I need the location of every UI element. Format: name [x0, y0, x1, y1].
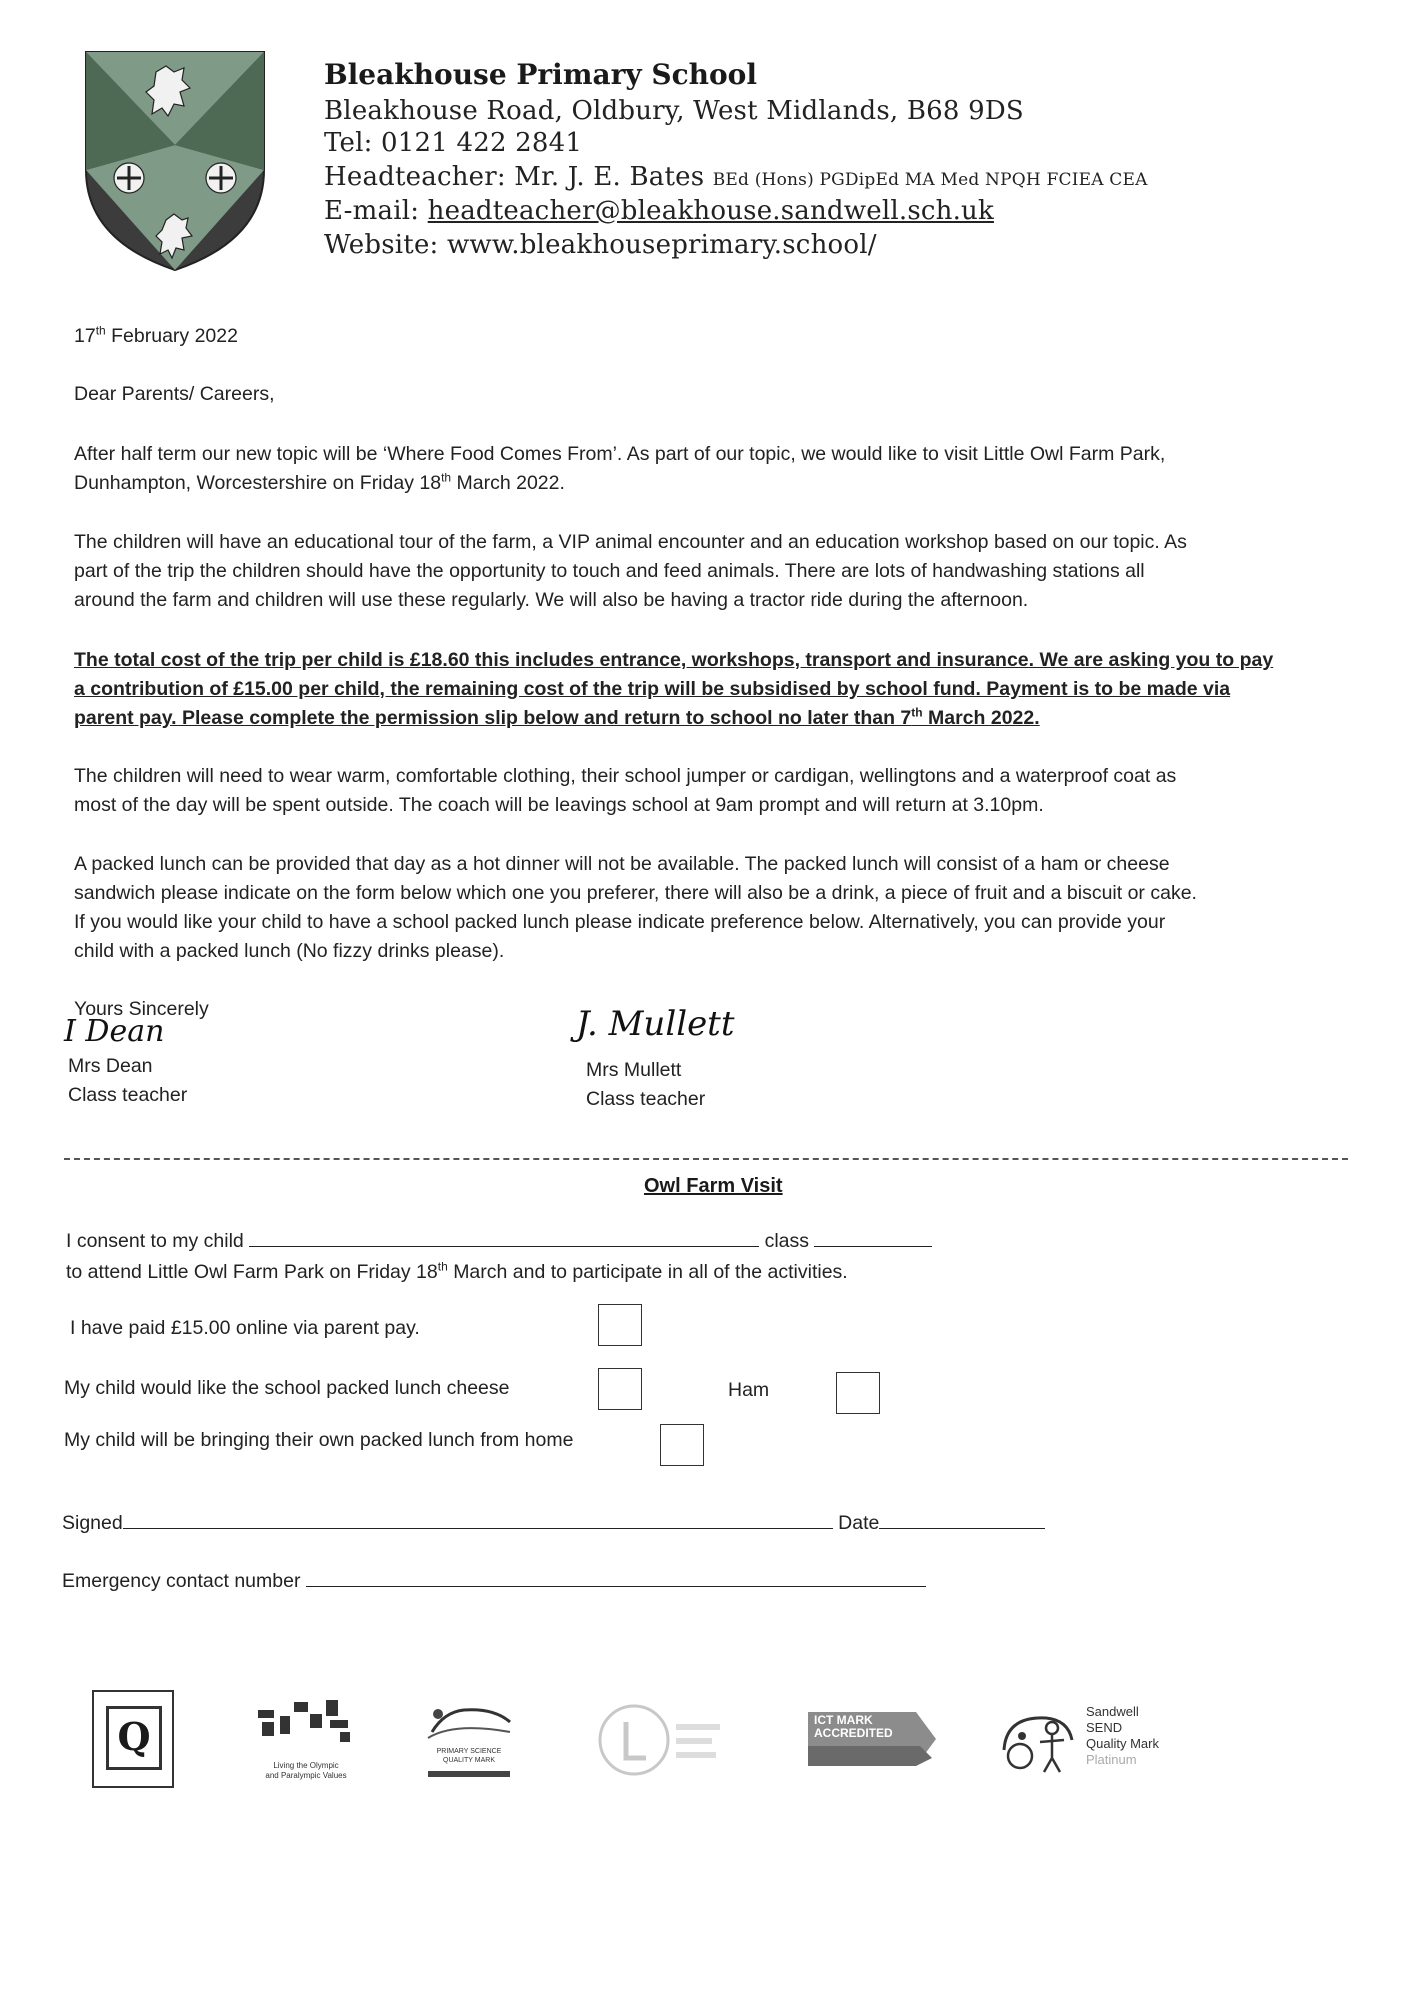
- sup: th: [911, 705, 923, 720]
- tear-off-line: [64, 1158, 1348, 1160]
- faded-award-logo: [596, 1700, 726, 1780]
- class-label: class: [764, 1230, 810, 1252]
- headteacher-line: [324, 162, 1148, 192]
- paragraph-line: The children will have an educational tour of the farm, a VIP animal encounter and an education workshop based on our topic. As: [74, 531, 1187, 553]
- paragraph-line: The total cost of the trip per child is £18.60 this includes entrance, workshops, transport and insurance. We are asking you to pay: [74, 649, 1274, 671]
- website-label: Website:: [324, 230, 439, 260]
- paragraph-line: A packed lunch can be provided that day as a hot dinner will not be available. The packed lunch will consist of a ham or cheese: [74, 853, 1170, 875]
- closing: Yours Sincerely: [74, 998, 209, 1020]
- send-line-1: Sandwell: [1086, 1704, 1139, 1719]
- paragraph-line: If you would like your child to have a school packed lunch please indicate preference below. Alternatively, you can provide your: [74, 911, 1166, 933]
- website-link[interactable]: www.bleakhouseprimary.school/: [446, 230, 877, 260]
- paragraph-line: sandwich please indicate on the form below which one you preferer, there will also be a drink, a piece of fruit and a biscuit or cake.: [74, 882, 1197, 904]
- send-line-4: Platinum: [1086, 1752, 1137, 1767]
- own-lunch-label: My child will be bringing their own packed lunch from home: [64, 1429, 574, 1451]
- signed-line: [62, 1508, 1352, 1538]
- date-suffix: th: [95, 323, 106, 338]
- signed-label: Signed: [62, 1512, 123, 1534]
- consent-label: I consent to my child: [66, 1230, 244, 1252]
- text-run: Dunhampton, Worcestershire on Friday 18: [74, 472, 442, 494]
- text-run: March 2022.: [928, 707, 1040, 729]
- headteacher-qualifications: BEd (Hons) PGDipEd MA Med NPQH FCIEA CEA: [712, 170, 1148, 190]
- signatory-2-role: Class teacher: [586, 1088, 706, 1110]
- headteacher-name: Headteacher: Mr. J. E. Bates: [324, 162, 705, 192]
- science-mark-icon: [424, 1702, 514, 1742]
- consent-line: [66, 1226, 1356, 1256]
- send-line-3: Quality Mark: [1086, 1736, 1159, 1751]
- date-day: 17: [74, 325, 96, 347]
- consent-line-2: [66, 1258, 1356, 1287]
- date-month-year: February 2022: [111, 325, 238, 347]
- slip-title: Owl Farm Visit: [644, 1175, 783, 1197]
- emergency-line: [62, 1566, 1352, 1596]
- paragraph-line: The children will need to wear warm, comfortable clothing, their school jumper or cardigan, wellingtons and a waterproof coat as: [74, 765, 1177, 787]
- cheese-checkbox[interactable]: [598, 1368, 642, 1410]
- signatory-1-role: Class teacher: [68, 1084, 188, 1106]
- paragraph-line: [74, 469, 1364, 498]
- date-field[interactable]: [879, 1508, 1045, 1529]
- science-mark-bar: [428, 1771, 510, 1777]
- own-lunch-checkbox[interactable]: [660, 1424, 704, 1466]
- school-name: Bleakhouse Primary School: [324, 58, 757, 91]
- science-caption: PRIMARY SCIENCE QUALITY MARK: [436, 1748, 502, 1764]
- paragraph-activities: [74, 528, 1364, 615]
- email-line: [324, 196, 994, 226]
- paragraph-line: a contribution of £15.00 per child, the remaining cost of the trip will be subsidised by school fund. Payment is to be made via: [74, 678, 1231, 700]
- letter-date: [74, 322, 1364, 351]
- paragraph-cost: [74, 646, 1364, 733]
- signature-mullett: J. Mullett: [576, 1004, 735, 1044]
- paragraph-line: After half term our new topic will be ‘Where Food Comes From’. As part of our topic, we would like to visit Little Owl Farm Park,: [74, 443, 1166, 465]
- email-label: E-mail:: [324, 196, 420, 226]
- emergency-label: Emergency contact number: [62, 1570, 301, 1592]
- signature-dean: I Dean: [64, 1014, 165, 1049]
- science-quality-mark-logo: [424, 1702, 514, 1782]
- lunch-cheese-label: My child would like the school packed lunch cheese: [64, 1377, 510, 1399]
- text-run: March 2022.: [456, 472, 565, 494]
- paragraph-line: [74, 704, 1364, 733]
- olympic-caption-1: Living the Olympic: [273, 1761, 339, 1770]
- email-link[interactable]: headteacher@bleakhouse.sandwell.sch.uk: [427, 196, 994, 226]
- paragraph-line: around the farm and children will use these regularly. We will also be having a tractor ride during the afternoon.: [74, 589, 1029, 611]
- send-line-2: SEND: [1086, 1720, 1123, 1735]
- text-run: to attend Little Owl Farm Park on Friday 18: [66, 1261, 438, 1283]
- ict-line-1: ICT MARK: [814, 1713, 873, 1727]
- school-telephone: Tel: 0121 422 2841: [324, 128, 583, 158]
- quality-q-icon: Q: [106, 1706, 162, 1770]
- faded-circle-award-icon: [596, 1700, 726, 1780]
- olympic-values-logo: [250, 1696, 362, 1786]
- ict-mark-logo: [808, 1706, 938, 1772]
- text-run: parent pay. Please complete the permission slip below and return to school no later than 7: [74, 707, 912, 729]
- child-name-field[interactable]: [249, 1226, 759, 1247]
- signatory-2-name: Mrs Mullett: [586, 1059, 682, 1081]
- text-run: March and to participate in all of the activities.: [453, 1261, 848, 1283]
- paid-checkbox[interactable]: [598, 1304, 642, 1346]
- signature-field[interactable]: [123, 1508, 833, 1529]
- signatory-1-name: Mrs Dean: [68, 1055, 153, 1077]
- sup: th: [437, 1259, 448, 1274]
- sup: th: [441, 470, 452, 485]
- paragraph-clothing: [74, 762, 1364, 820]
- ham-checkbox[interactable]: [836, 1372, 880, 1414]
- paragraph-topic: [74, 440, 1364, 498]
- paid-label: I have paid £15.00 online via parent pay.: [70, 1317, 420, 1339]
- paragraph-line: most of the day will be spent outside. The coach will be leavings school at 9am prompt and will return at 3.10pm.: [74, 794, 1044, 816]
- send-quality-mark-logo: [996, 1704, 1186, 1784]
- date-label: Date: [838, 1512, 880, 1534]
- quality-award-logo: [92, 1690, 174, 1788]
- olympic-2012-icon: [250, 1696, 362, 1752]
- school-crest-logo: [84, 50, 266, 272]
- paragraph-line: child with a packed lunch (No fizzy drinks please).: [74, 940, 505, 962]
- ham-label: Ham: [728, 1379, 770, 1401]
- salutation: Dear Parents/ Careers,: [74, 383, 275, 405]
- emergency-number-field[interactable]: [306, 1566, 926, 1587]
- olympic-caption-2: and Paralympic Values: [265, 1771, 347, 1780]
- paragraph-line: part of the trip the children should have the opportunity to touch and feed animals. There are lots of handwashing stations all: [74, 560, 1145, 582]
- paragraph-lunch: [74, 850, 1364, 966]
- ict-line-2: ACCREDITED: [814, 1726, 893, 1740]
- send-figures-icon: [996, 1710, 1076, 1780]
- class-field[interactable]: [814, 1226, 932, 1247]
- website-line: [324, 230, 877, 260]
- school-address: Bleakhouse Road, Oldbury, West Midlands, B68 9DS: [324, 96, 1024, 126]
